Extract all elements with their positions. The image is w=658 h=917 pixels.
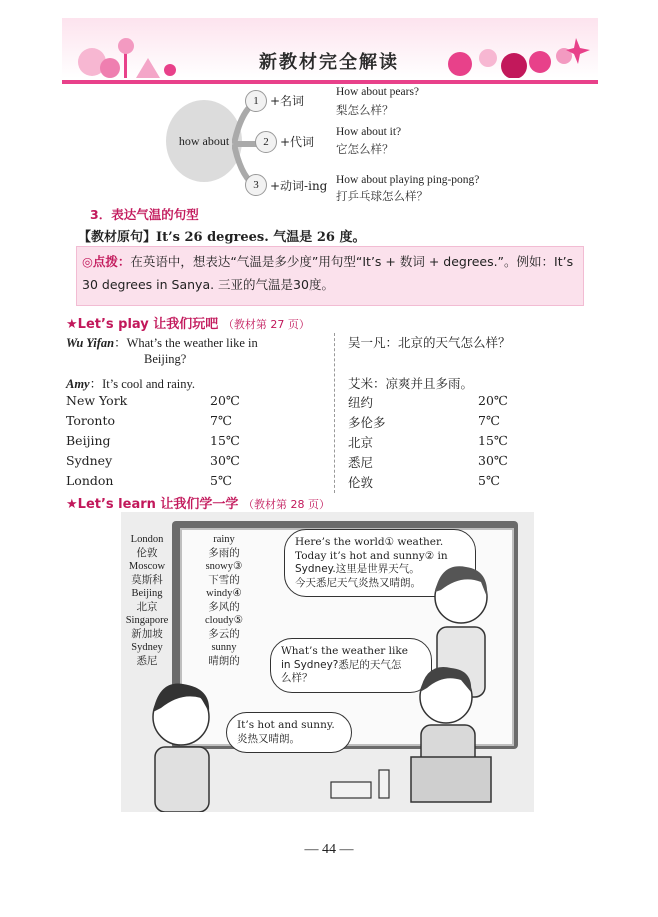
city-en: London [66, 473, 114, 488]
bubble-line: 今天悉尼天气炎热又晴朗。 [295, 576, 421, 589]
place-cn: 新加坡 [131, 627, 163, 640]
city-temp-cn: 15℃ [478, 433, 508, 448]
diagram-number-2: 2 [255, 131, 277, 153]
weather-cn: 晴朗的 [208, 654, 240, 667]
lets-learn-title: ★Let’s learn 让我们学一学 [66, 497, 239, 512]
section-heading-temperature: 3．表达气温的句型 [90, 207, 199, 222]
diagram-example-cn-1: 梨怎么样？ [336, 103, 394, 117]
place-en: Sydney [131, 642, 163, 653]
city-temp: 20℃ [210, 393, 240, 408]
bubble-line: Sydney.这里是世界天气。 [295, 563, 420, 575]
lets-learn-heading [66, 493, 330, 512]
textbook-sentence-label: 【教材原句】 [78, 230, 157, 245]
tip-label: ◎点拨： [82, 254, 131, 269]
city-en: Toronto [66, 413, 115, 428]
city-en: Sydney [66, 453, 113, 468]
city-temp-cn: 5℃ [478, 473, 500, 488]
city-cn: 北京 [348, 435, 374, 450]
lets-play-page-ref: （教材第 27 页） [222, 318, 310, 331]
place-cn: 悉尼 [136, 654, 158, 667]
speaker-wu: Wu Yifan [66, 336, 115, 350]
diagram-example-en-2: How about it? [336, 126, 402, 138]
place-en: Beijing [131, 588, 163, 599]
bubble-line: in Sydney?悉尼的天气怎 [281, 658, 402, 671]
column-divider [334, 333, 335, 493]
bubble-line: What’s the weather like [281, 645, 408, 657]
diagram-number-3: 3 [245, 174, 267, 196]
lets-learn-page-ref: （教材第 28 页） [242, 498, 330, 511]
city-en: Beijing [66, 433, 111, 448]
bubble-line: It’s hot and sunny. [237, 719, 335, 731]
city-cn: 伦敦 [348, 475, 374, 490]
city-en: New York [66, 393, 128, 408]
how-about-label: how about [178, 133, 230, 148]
city-temp-cn: 7℃ [478, 413, 500, 428]
weather-cn: 下雪的 [208, 573, 240, 586]
bubble-line: Here’s the world① weather. [295, 536, 444, 548]
place-en: London [130, 534, 164, 545]
bubble-line: 炎热又晴朗。 [237, 732, 300, 745]
diagram-example-cn-3: 打乒乓球怎么样？ [336, 189, 428, 203]
wu-line-2: Beijing? [144, 352, 187, 366]
diagram-example-en-3: How about playing ping-pong? [336, 174, 480, 186]
place-cn: 伦敦 [136, 546, 158, 559]
diagram-example-cn-2: 它怎么样？ [336, 142, 394, 156]
place-en: Singapore [125, 615, 169, 626]
wu-line-1: ：What’s the weather like in [114, 336, 258, 350]
place-cn: 莫斯科 [131, 573, 163, 586]
textbook-sentence [78, 226, 365, 245]
lets-play-title: ★Let’s play 让我们玩吧 [66, 317, 219, 332]
amy-line: ：It’s cool and rainy. [89, 377, 196, 391]
tip-content [82, 250, 578, 296]
speaker-amy: Amy [66, 377, 90, 391]
dialogue-wu-cn: 吴一凡：北京的天气怎么样？ [348, 335, 511, 350]
diagram-tag-pronoun: +代词 [280, 135, 315, 149]
city-temp: 15℃ [210, 433, 240, 448]
city-cn: 悉尼 [348, 455, 374, 470]
bubble-line: 么样？ [281, 672, 313, 684]
bubble-line: Today it’s hot and sunny② in [295, 549, 448, 562]
weather-en: rainy [213, 534, 235, 545]
dialogue-amy-en [66, 374, 195, 392]
place-cn: 北京 [136, 600, 158, 613]
weather-cn: 多风的 [208, 600, 240, 613]
city-temp-cn: 20℃ [478, 393, 508, 408]
city-temp-cn: 30℃ [478, 453, 508, 468]
textbook-sentence-text: It’s 26 degrees. 气温是 26 度。 [156, 230, 366, 245]
header-rule [62, 80, 598, 84]
city-cn: 多伦多 [348, 415, 386, 430]
weather-cn: 多雨的 [208, 546, 240, 559]
page-number: — 44 — [304, 842, 354, 857]
diagram-example-en-1: How about pears? [336, 86, 420, 98]
diagram-tag-gerund: +动词-ing [270, 179, 328, 193]
tip-text: 在英语中，想表达“气温是多少度”用句型“It’s + 数词 + degrees.”。例如：It’s 30 degrees in Sanya. 三亚的气温是30度。 [82, 254, 574, 292]
weather-en: snowy③ [205, 561, 243, 572]
weather-cn: 多云的 [208, 627, 240, 640]
dialogue-amy-cn: 艾米：凉爽并且多雨。 [348, 376, 474, 391]
city-temp: 30℃ [210, 453, 240, 468]
characters-drawing [121, 512, 534, 812]
page-header-title: 新教材完全解读 [259, 52, 399, 73]
city-cn: 纽约 [348, 395, 374, 410]
how-about-circle [166, 100, 242, 182]
weather-en: windy④ [206, 588, 242, 599]
diagram-tag-noun: +名词 [270, 94, 305, 108]
city-temp: 7℃ [210, 413, 232, 428]
lets-play-heading [66, 313, 310, 332]
girl [153, 684, 209, 812]
weather-en: sunny [211, 642, 237, 653]
dialogue-wu-en [66, 333, 258, 351]
place-en: Moscow [128, 561, 166, 572]
diagram-number-1: 1 [245, 90, 267, 112]
weather-en: cloudy⑤ [205, 615, 243, 626]
city-temp: 5℃ [210, 473, 232, 488]
